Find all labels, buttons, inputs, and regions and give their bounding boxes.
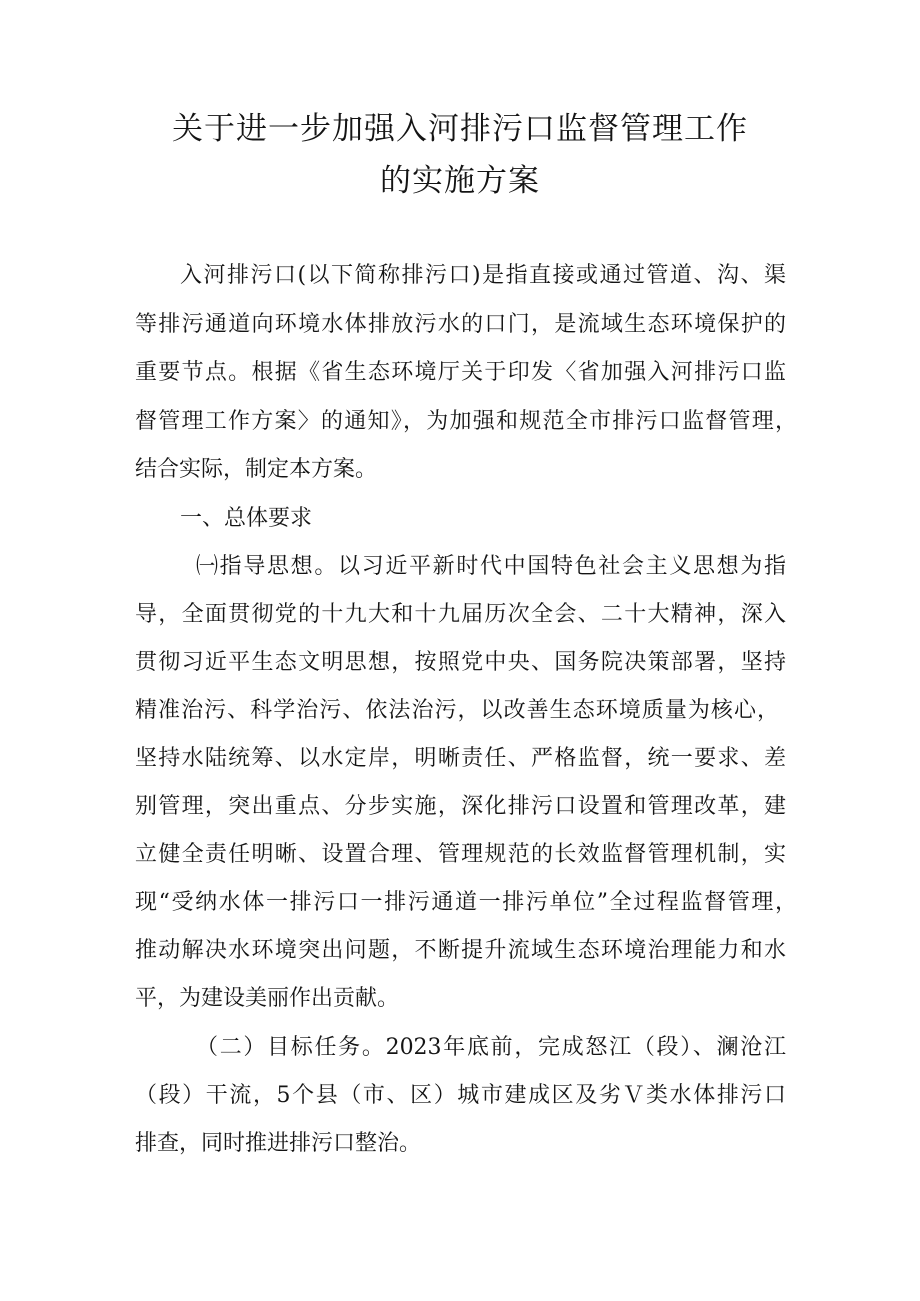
para2-line-1: （二）目标任务。2023年底前，完成怒江（段）、澜沧江 <box>196 1035 786 1060</box>
intro-line-1: 入河排污口(以下简称排污口)是指直接或通过管道、沟、渠 <box>180 263 786 288</box>
para1-line-4: 精准治污、科学治污、依法治污，以改善生态环境质量为核心， <box>135 698 779 723</box>
para1-line-8: 现“受纳水体一排污口一排污通道一排污单位”全过程监督管理， <box>135 890 797 915</box>
para1-line-6: 别管理，突出重点、分步实施，深化排污口设置和管理改革，建 <box>135 794 786 819</box>
para2-line-3: 排查，同时推进排污口整治。 <box>135 1131 422 1156</box>
para1-line-9: 推动解决水环境突出问题，不断提升流域生态环境治理能力和水 <box>135 938 786 963</box>
section-heading-overall-requirements: 一、总体要求 <box>180 506 313 531</box>
intro-line-2: 等排污通道向环境水体排放污水的口门，是流域生态环境保护的 <box>135 312 786 337</box>
intro-line-3: 重要节点。根据《省生态环境厅关于印发〈省加强入河排污口监 <box>135 360 786 385</box>
document-title-line-1: 关于进一步加强入河排污口监督管理工作 <box>172 111 748 147</box>
para1-line-5: 坚持水陆统筹、以水定岸，明晰责任、严格监督，统一要求、差 <box>135 746 786 771</box>
para1-line-10: 平，为建设美丽作出贡献。 <box>135 986 400 1011</box>
para1-line-3: 贯彻习近平生态文明思想，按照党中央、国务院决策部署，坚持 <box>135 650 786 675</box>
para2-line-2: （段）干流，5个县（市、区）城市建成区及劣Ｖ类水体排污口 <box>135 1083 786 1108</box>
para1-line-1: ㈠指导思想。以习近平新时代中国特色社会主义思想为指 <box>196 554 786 579</box>
para1-line-2: 导，全面贯彻党的十九大和十九届历次全会、二十大精神，深入 <box>135 602 786 627</box>
para1-line-7: 立健全责任明晰、设置合理、管理规范的长效监督管理机制，实 <box>135 842 786 867</box>
document-title-line-2: 的实施方案 <box>380 163 540 199</box>
intro-line-4: 督管理工作方案〉的通知》，为加强和规范全市排污口监督管理， <box>135 409 797 434</box>
intro-line-5: 结合实际，制定本方案。 <box>135 457 378 482</box>
